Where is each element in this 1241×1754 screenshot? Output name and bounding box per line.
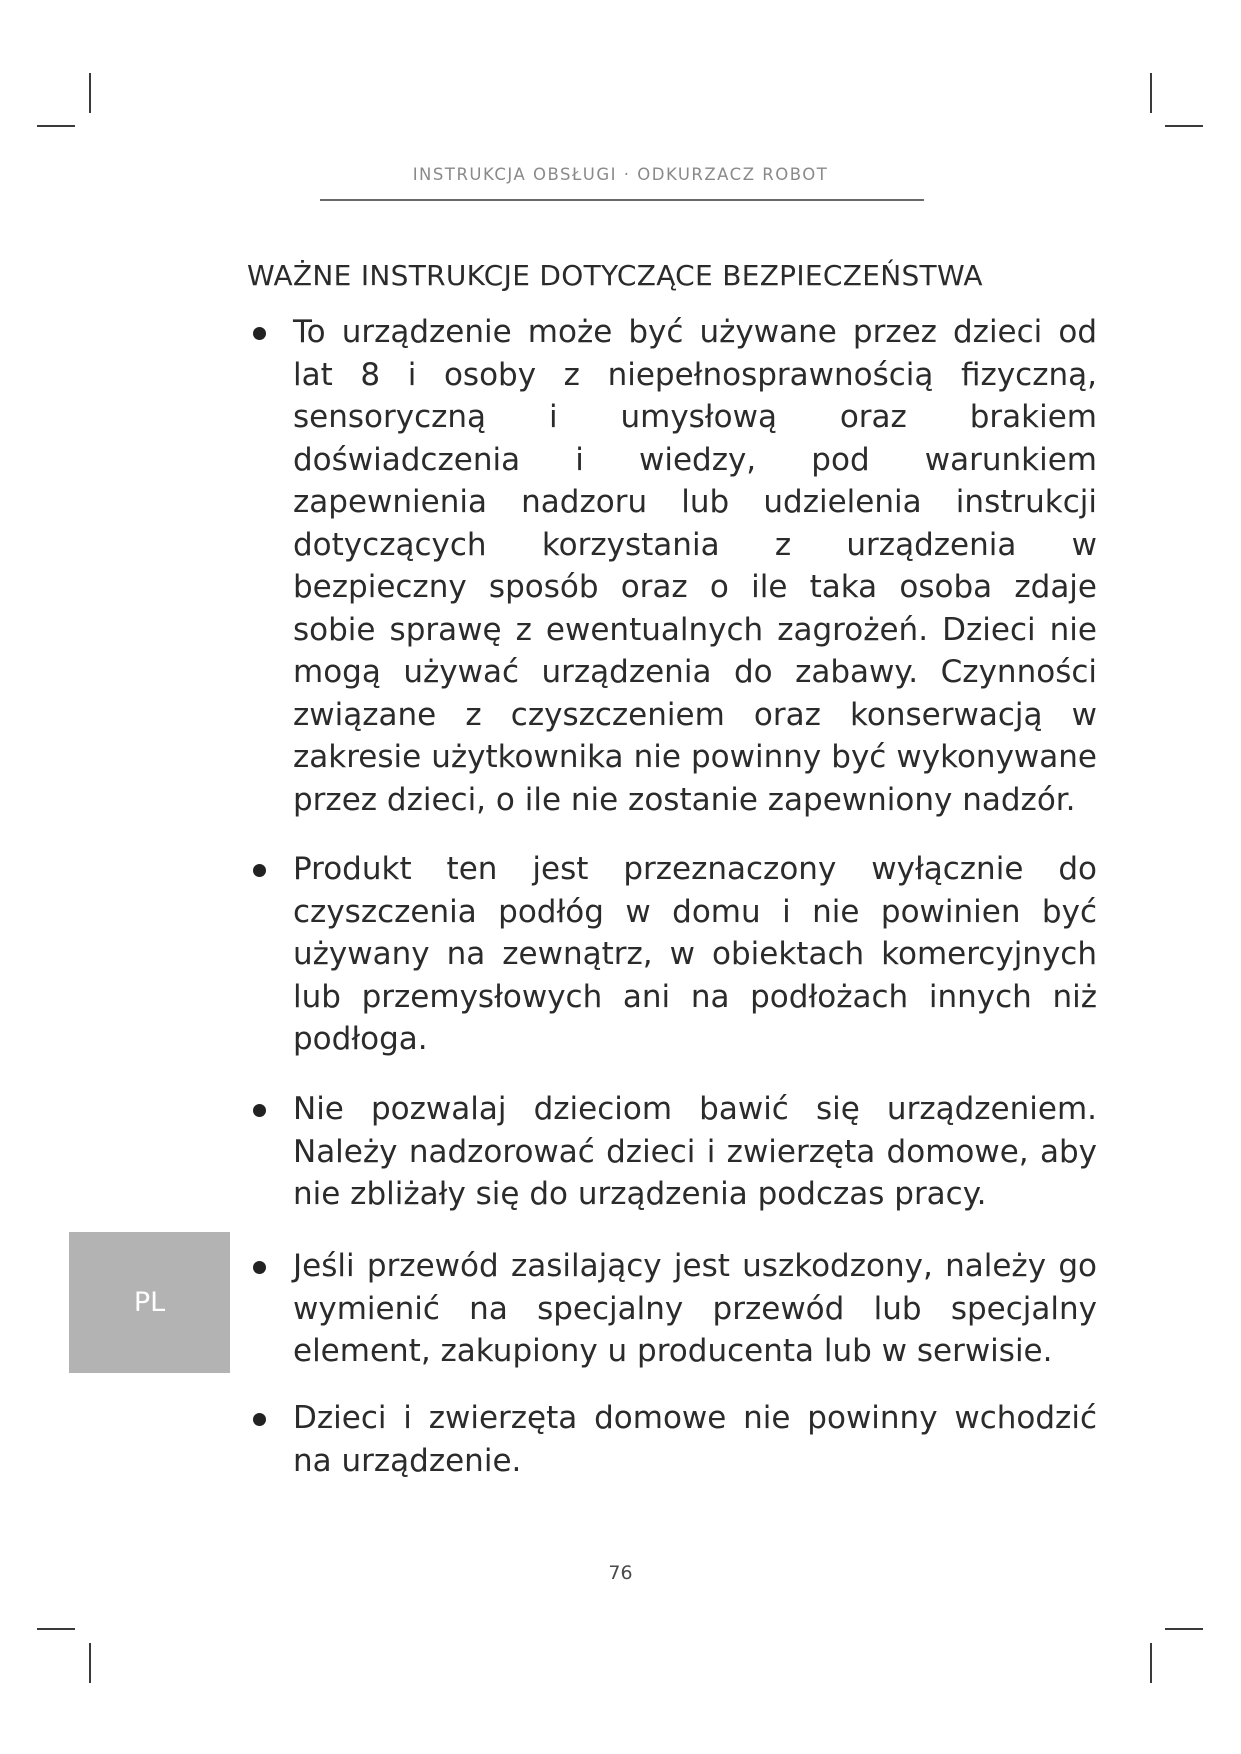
language-tab — [69, 1232, 230, 1373]
language-tab-label: PL — [133, 1287, 166, 1318]
page-number: 76 — [608, 1562, 633, 1584]
crop-mark — [37, 1628, 75, 1630]
section-title: WAŻNE INSTRUKCJE DOTYCZĄCE BEZPIECZEŃSTWA — [247, 259, 983, 292]
crop-mark — [1165, 1628, 1203, 1630]
running-header: INSTRUKCJA OBSŁUGI · ODKURZACZ ROBOT — [412, 165, 829, 184]
bullet-icon — [253, 1104, 266, 1117]
bullet-icon — [253, 1261, 266, 1274]
list-item-text: To urządzenie może być używane przez dzieci od lat 8 i osoby z niepełnosprawnością fizyczną, sensoryczną i umysłową oraz brakiem doświadczenia i wiedzy, pod warunkiem zapewnienia nadzoru lub udzielenia instrukcji dotyczących korzystania z urządzenia w bezpieczny sposób oraz o ile taka osoba zdaje sobie sprawę z ewentualnych zagrożeń. Dzieci nie mogą używać urządzenia do zabawy. Czynności związane z czyszczeniem oraz konserwacją w zakresie użytkownika nie powinny być wykonywane przez dzieci, o ile nie zostanie zapewniony nadzór. — [293, 314, 1097, 818]
crop-mark — [89, 1643, 91, 1683]
list-item — [247, 844, 1097, 1059]
header-rule — [320, 199, 924, 201]
crop-mark — [37, 125, 75, 127]
list-item — [247, 1393, 1097, 1488]
crop-mark — [1150, 73, 1152, 113]
list-item-text: Jeśli przewód zasilający jest uszkodzony, należy go wymienić na specjalny przewód lub specjalny element, zakupiony u producenta lub w serwisie. — [293, 1248, 1097, 1369]
crop-mark — [1150, 1643, 1152, 1683]
list-item — [247, 307, 1097, 827]
bullet-icon — [253, 327, 266, 340]
bullet-icon — [253, 1413, 266, 1426]
bullet-icon — [253, 864, 266, 877]
list-item — [247, 1084, 1097, 1214]
list-item — [247, 1241, 1097, 1371]
list-item-text: Produkt ten jest przeznaczony wyłącznie do czyszczenia podłóg w domu i nie powinien być używany na zewnątrz, w obiektach komercyjnych lub przemysłowych ani na podłożach innych niż podłoga. — [293, 851, 1097, 1057]
list-item-text: Dzieci i zwierzęta domowe nie powinny wchodzić na urządzenie. — [293, 1400, 1097, 1479]
crop-mark — [1165, 125, 1203, 127]
list-item-text: Nie pozwalaj dzieciom bawić się urządzeniem. Należy nadzorować dzieci i zwierzęta domowe, aby nie zbliżały się do urządzenia podczas pracy. — [293, 1091, 1097, 1212]
crop-mark — [89, 73, 91, 113]
